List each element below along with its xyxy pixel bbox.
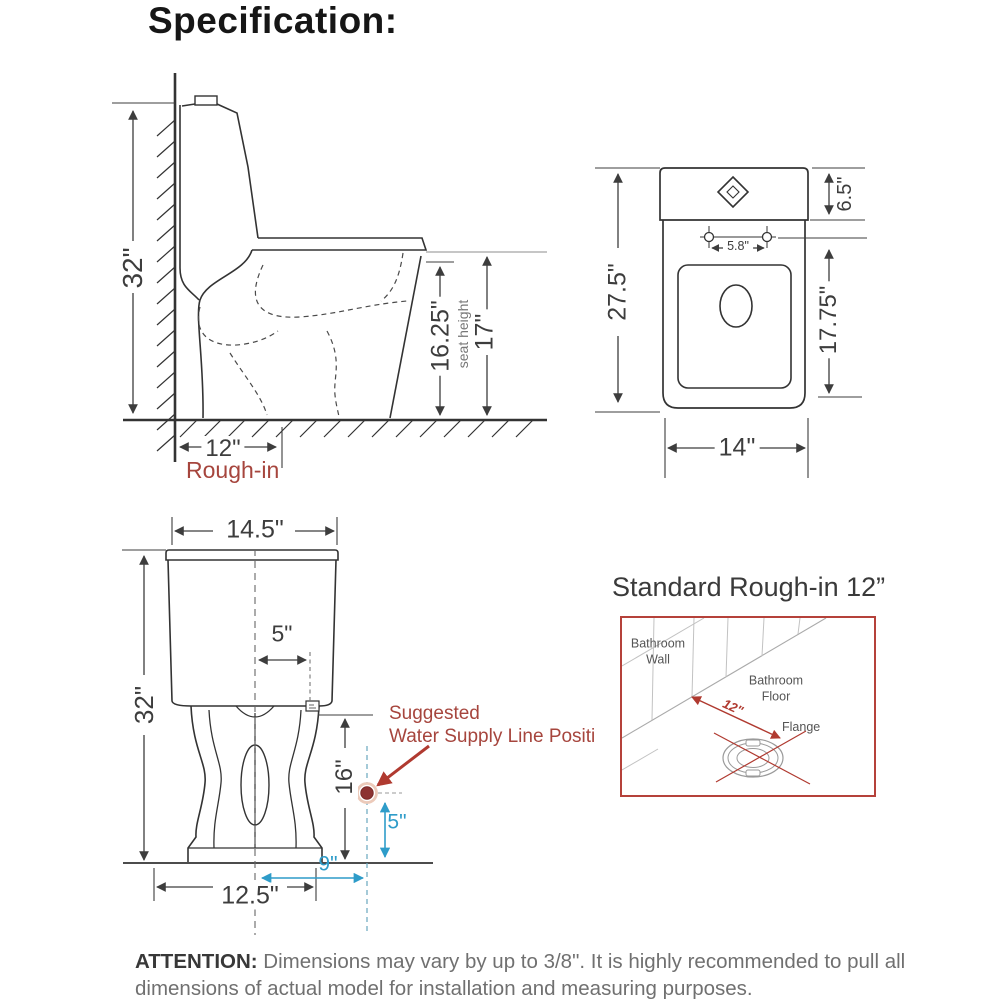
front-supply-offset-dim: 5" (271, 620, 293, 647)
top-width-dim: 14" (715, 435, 760, 462)
supply-note-line1: Suggested (389, 703, 480, 724)
supply-note-line2: Water Supply Line Positi (389, 726, 596, 747)
flange-label: Flange (782, 720, 821, 734)
front-supply-height-dim: 16" (332, 755, 358, 798)
top-view-diagram (580, 140, 1000, 485)
pointer-arrow-icon (378, 746, 429, 785)
front-tank-width-dim: 14.5" (222, 517, 288, 544)
seat-height-caption: seat height (455, 299, 471, 369)
front-height-dim: 32" (130, 682, 158, 728)
page-title: Specification: (148, 0, 398, 41)
supply-right-offset-dim: 9" (318, 852, 338, 876)
attention-text: Dimensions may vary by up to 3/8". It is highly recommended to pull all dimensions of actual model for installation and measuring purposes. (135, 950, 906, 1000)
supply-above-floor-dim: 5" (387, 810, 407, 834)
top-tank-depth-dim: 6.5" (834, 176, 856, 212)
top-bolt-spacing-dim: 5.8" (723, 239, 753, 254)
side-rim-height-dim: 16.25" (428, 296, 455, 375)
side-seat-height-dim: 17" (472, 310, 499, 355)
attention-note (135, 949, 935, 1000)
roughin-heading: Standard Rough-in 12” (612, 572, 886, 602)
brand-diamond-icon (718, 177, 748, 207)
side-roughin-dim: 12" (201, 436, 244, 462)
top-depth-dim: 27.5" (605, 259, 632, 325)
side-height-dim: 32" (118, 243, 148, 292)
bathroom-floor-label: Bathroom Floor (748, 673, 804, 703)
attention-label: ATTENTION: (135, 950, 258, 973)
side-view-diagram (95, 55, 575, 495)
roughin-caption: Rough-in (186, 457, 280, 483)
supply-connection-box (306, 701, 319, 711)
roughin-distance-dim: 12" (720, 695, 746, 719)
bathroom-wall-label: Bathroom Wall (630, 636, 686, 666)
front-base-width-dim: 12.5" (217, 883, 283, 910)
top-bowl-depth-dim: 17.75" (816, 282, 842, 359)
